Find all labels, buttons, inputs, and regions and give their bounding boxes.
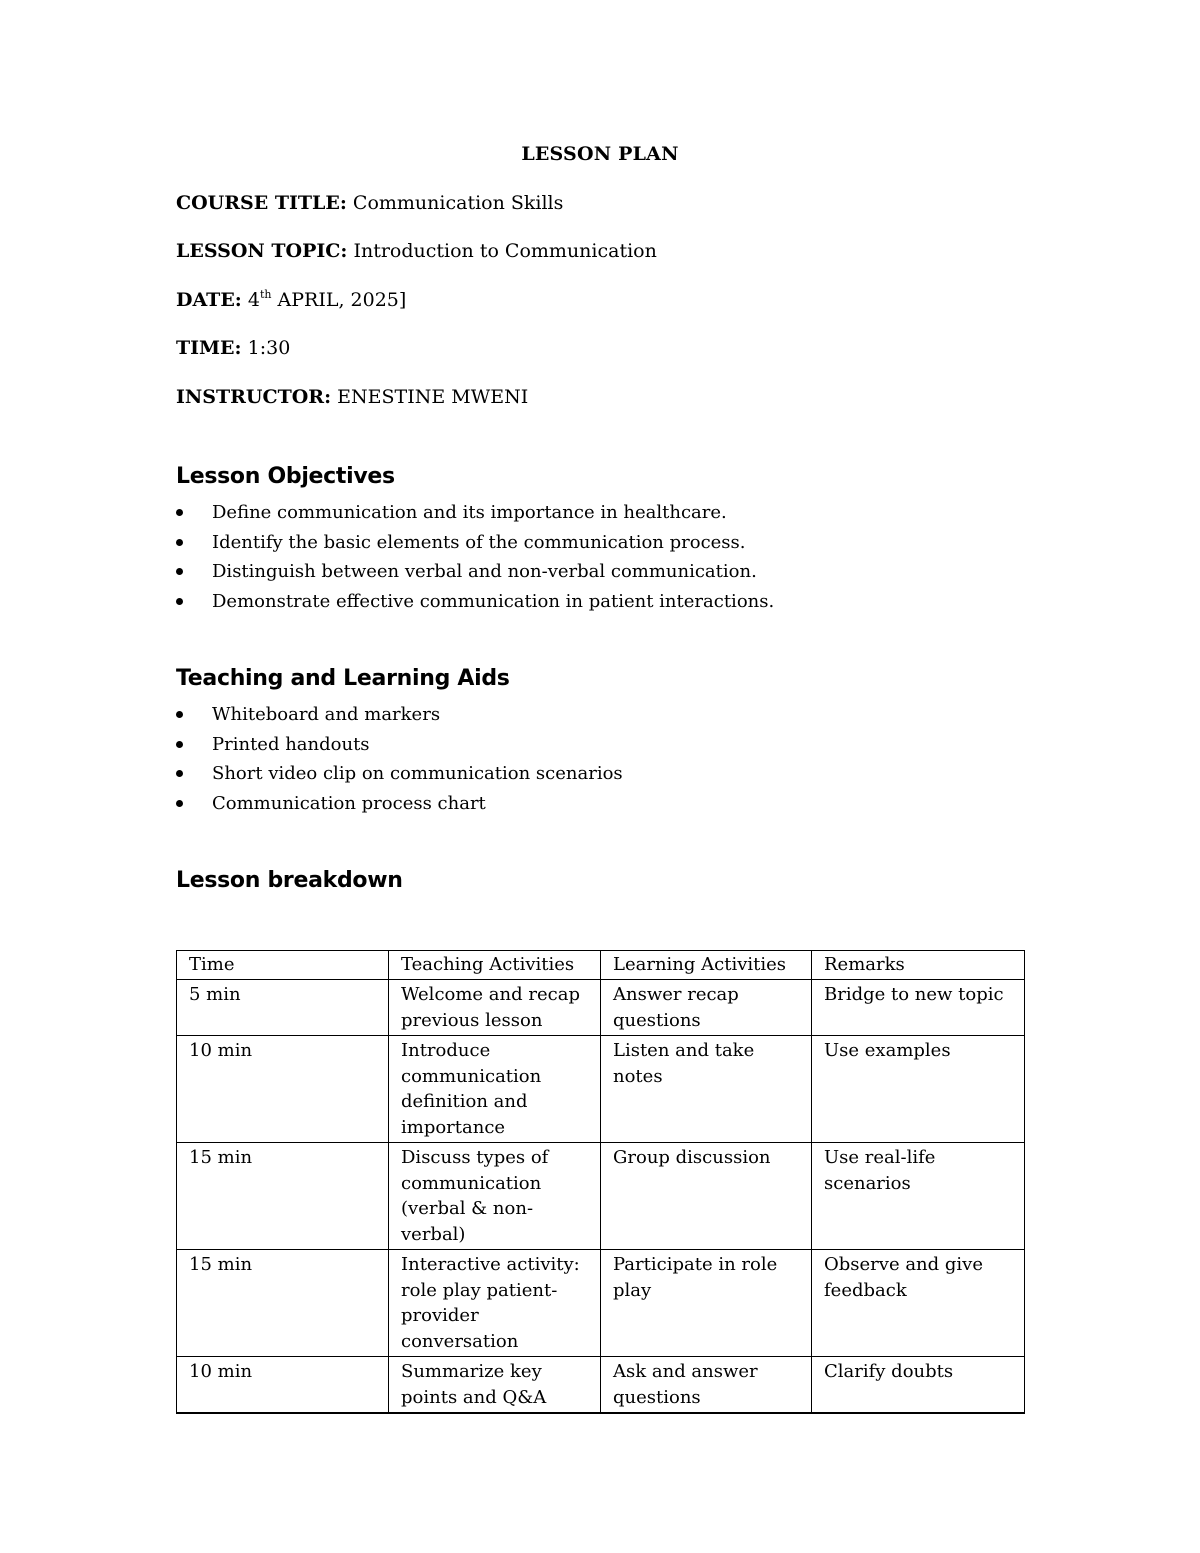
list-item-text: Printed handouts (212, 733, 370, 755)
aids-heading: Teaching and Learning Aids (176, 666, 510, 691)
table-cell: Use real-life scenarios (812, 1143, 1025, 1250)
table-cell: Introduce communication definition and importance (389, 1036, 601, 1143)
list-item-text: Short video clip on communication scenarios (212, 763, 623, 784)
date-day: 4 (247, 289, 260, 311)
document-title: LESSON PLAN (521, 143, 679, 165)
table-cell: 15 min (177, 1143, 389, 1250)
column-header: Remarks (812, 951, 1025, 980)
table-cell: Welcome and recap previous lesson (389, 980, 601, 1036)
bullet-icon (176, 539, 183, 546)
list-item-text: Whiteboard and markers (212, 704, 441, 725)
column-header: Time (177, 951, 389, 980)
table-cell: Bridge to new topic (812, 980, 1025, 1036)
lesson-topic-label: LESSON TOPIC: (176, 240, 348, 262)
bullet-icon (176, 711, 183, 718)
table-cell: 15 min (177, 1250, 389, 1357)
bullet-icon (176, 741, 183, 748)
table-cell: Summarize key points and Q&A (389, 1357, 601, 1414)
column-header: Teaching Activities (389, 951, 601, 980)
time-label: TIME: (176, 337, 242, 359)
date-day-suffix: th (259, 288, 272, 301)
list-item-text: Identify the basic elements of the communication process. (212, 531, 746, 553)
table-cell: Answer recap questions (601, 980, 812, 1036)
objectives-list (176, 498, 774, 616)
date-rest: APRIL, 2025] (277, 289, 407, 311)
table-cell: Use examples (812, 1036, 1025, 1143)
course-title-line (176, 192, 563, 214)
instructor-value: ENESTINE MWENI (337, 386, 529, 408)
list-item-text: Communication process chart (212, 792, 486, 814)
list-item (176, 498, 774, 528)
table-cell: Participate in role play (601, 1250, 812, 1357)
table-cell: 10 min (177, 1357, 389, 1414)
table-cell: Observe and give feedback (812, 1250, 1025, 1357)
list-item-text: Distinguish between verbal and non-verbal communication. (212, 561, 757, 582)
date-label: DATE: (176, 289, 242, 311)
bullet-icon (176, 598, 183, 605)
instructor-label: INSTRUCTOR: (176, 386, 332, 408)
table-cell: Discuss types of communication (verbal & non-verbal) (389, 1143, 601, 1250)
instructor-line (176, 386, 528, 408)
table-row (177, 980, 1025, 1036)
table-cell: Interactive activity: role play patient-provider conversation (389, 1250, 601, 1357)
list-item (176, 730, 623, 760)
bullet-icon (176, 509, 183, 516)
objectives-heading: Lesson Objectives (176, 464, 395, 489)
breakdown-heading: Lesson breakdown (176, 868, 403, 893)
list-item-text: Demonstrate effective communication in patient interactions. (212, 590, 775, 612)
list-item (176, 557, 774, 587)
list-item (176, 587, 774, 617)
table-cell: Group discussion (601, 1143, 812, 1250)
list-item (176, 700, 623, 730)
table-cell: Clarify doubts (812, 1357, 1025, 1414)
table-body (177, 980, 1025, 1414)
table-row (177, 1036, 1025, 1143)
aids-list (176, 700, 623, 818)
time-value: 1:30 (247, 337, 291, 359)
table-header-row (177, 951, 1025, 980)
list-item (176, 759, 623, 789)
table-cell: 5 min (177, 980, 389, 1036)
table-row (177, 1357, 1025, 1414)
time-line (176, 337, 290, 359)
table-row (177, 1143, 1025, 1250)
date-line (176, 289, 406, 311)
list-item (176, 789, 623, 819)
table-cell: 10 min (177, 1036, 389, 1143)
lesson-topic-value: Introduction to Communication (353, 240, 657, 262)
table-cell: Listen and take notes (601, 1036, 812, 1143)
table-row (177, 1250, 1025, 1357)
list-item-text: Define communication and its importance in healthcare. (212, 502, 727, 523)
bullet-icon (176, 770, 183, 777)
lesson-breakdown-table (176, 950, 1025, 1414)
course-title-label: COURSE TITLE: (176, 192, 347, 214)
course-title-value: Communication Skills (352, 192, 564, 214)
bullet-icon (176, 800, 183, 807)
table-cell: Ask and answer questions (601, 1357, 812, 1414)
list-item (176, 528, 774, 558)
bullet-icon (176, 568, 183, 575)
column-header: Learning Activities (601, 951, 812, 980)
lesson-topic-line (176, 240, 657, 262)
